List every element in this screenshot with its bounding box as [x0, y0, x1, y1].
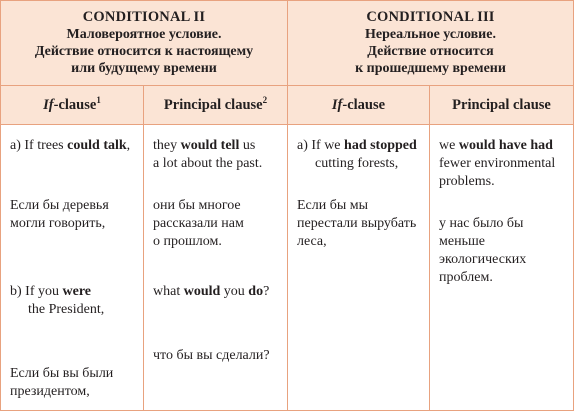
principal-clause-label: Principal clause	[163, 96, 263, 113]
c2-example-a-ru: Если бы деревья	[10, 198, 109, 213]
conditional-2-header	[1, 1, 288, 86]
c2-example-a: a) If trees could talk,	[10, 138, 131, 153]
c2-principal-a-ru: рассказали нам	[153, 216, 244, 231]
c3-example-a: a) If we had stopped	[297, 138, 417, 153]
conditional-2-desc-line: Маловероятное условие.	[66, 27, 222, 42]
c3-example-a-ru: Если бы мы	[297, 198, 369, 213]
conditional-3-desc-line: Нереальное условие.	[365, 27, 496, 42]
c3-principal-a-line2: fewer environmental	[439, 156, 556, 171]
c2-principal-b-ru: что бы вы сделали?	[153, 348, 270, 363]
if-word: If	[43, 96, 54, 113]
principal-clause-header-3	[430, 86, 574, 125]
conditional-2-desc-line: или будущему времени	[71, 61, 217, 76]
c3-principal-clause-cell	[430, 125, 574, 411]
if-clause-header	[1, 86, 144, 125]
conditional-3-title: CONDITIONAL III	[366, 9, 495, 25]
c2-example-b-ru: президентом,	[10, 384, 90, 399]
c2-example-b-line2: the President,	[28, 302, 105, 317]
c3-example-a-ru: перестали вырубать	[297, 216, 417, 231]
c2-if-clause-cell	[1, 125, 144, 411]
conditional-2-title: CONDITIONAL II	[82, 9, 206, 25]
if-clause-header-3	[288, 86, 430, 125]
principal-clause-label: Principal clause	[452, 96, 551, 113]
clause-word: -clause	[342, 96, 386, 113]
c2-principal-a-line2: a lot about the past.	[153, 156, 263, 171]
c3-if-clause-cell	[288, 125, 430, 411]
conditional-3-desc-line: к прошедшему времени	[355, 61, 506, 76]
c3-example-a-ru: леса,	[297, 234, 327, 249]
c3-principal-a-line3: problems.	[439, 174, 495, 189]
c2-principal-b: what would you do?	[153, 284, 270, 299]
conditional-3-header	[288, 1, 574, 86]
c2-principal-clause-cell	[144, 125, 288, 411]
c2-example-b: b) If you were	[10, 284, 91, 299]
clause-word: -clause	[53, 96, 97, 113]
conditional-3-desc-line: Действие относится	[367, 44, 494, 59]
conditional-2-desc-line: Действие относится к настоящему	[34, 44, 254, 59]
c3-principal-a-ru: меньше	[439, 234, 485, 249]
footnote-mark: 2	[262, 94, 268, 105]
c2-principal-a-ru: о прошлом.	[153, 234, 222, 249]
footnote-mark: 1	[96, 94, 101, 105]
if-word: If	[331, 96, 343, 113]
c2-example-b-ru: Если бы вы были	[10, 366, 114, 381]
c2-principal-a-ru: они бы многое	[153, 198, 241, 213]
c2-example-a-ru: могли говорить,	[10, 216, 106, 231]
c3-example-a-line2: cutting forests,	[315, 156, 399, 171]
c3-principal-a-ru: экологических	[439, 252, 527, 267]
c3-principal-a-ru: у нас было бы	[439, 216, 524, 231]
c3-principal-a-ru: проблем.	[439, 270, 493, 285]
principal-clause-header	[144, 86, 288, 125]
c2-principal-a: they would tell us	[153, 138, 256, 153]
c3-principal-a: we would have had	[439, 138, 553, 153]
